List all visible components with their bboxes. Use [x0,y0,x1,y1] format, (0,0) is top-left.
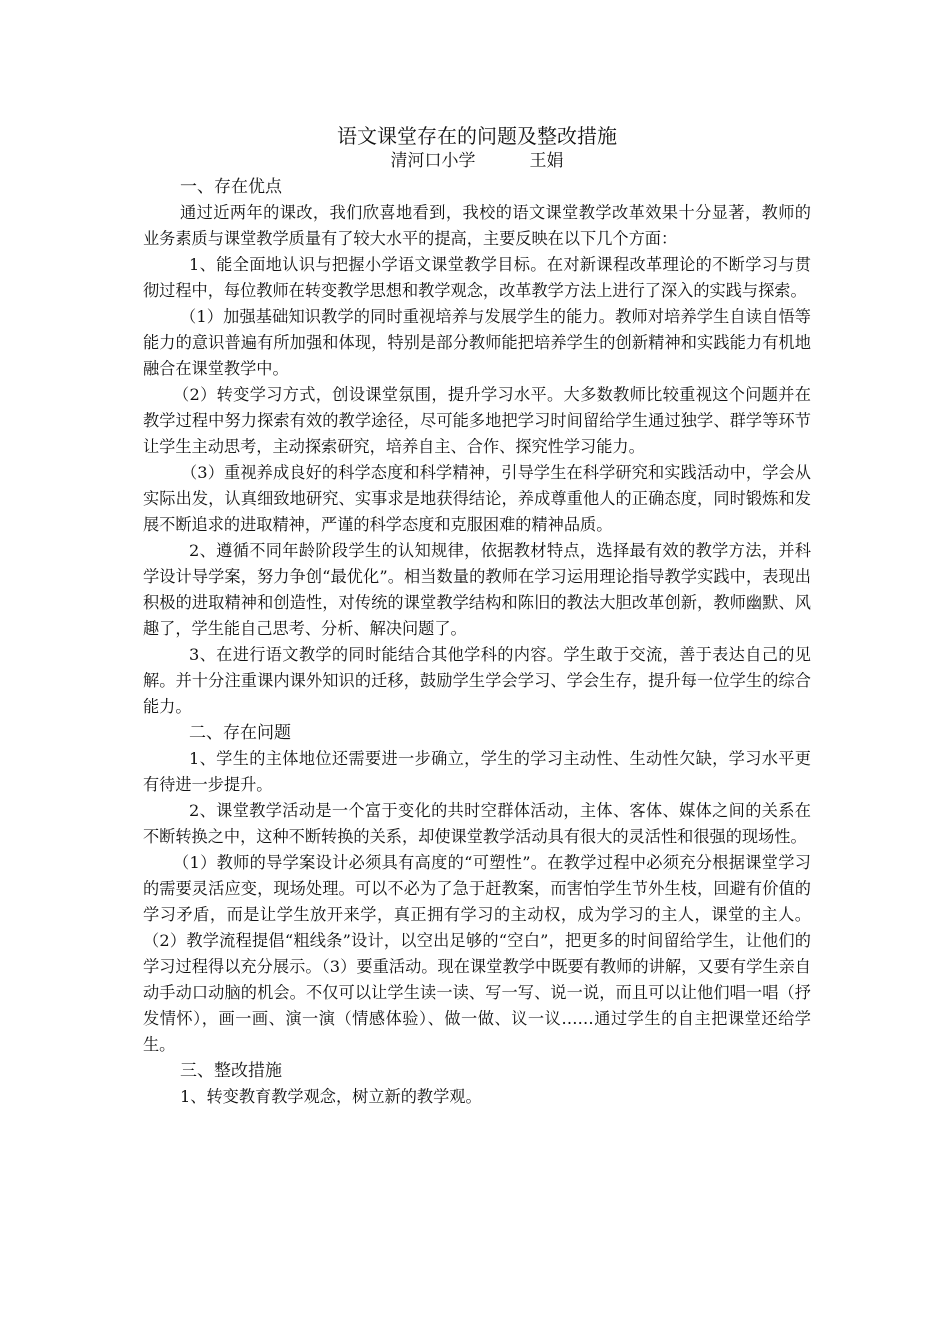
paragraph-strength-1-2: （2）转变学习方式，创设课堂氛围，提升学习水平。大多数教师比较重视这个问题并在教学过程中努力探索有效的教学途径，尽可能多地把学习时间留给学生通过独学、群学等环节让学生主动思考，主动探索研究，培养自主、合作、探究性学习能力。 [143,385,811,456]
section-heading-measures: 三、整改措施 [180,1061,282,1081]
paragraph-problem-2: 2、课堂教学活动是一个富于变化的共时空群体活动，主体、客体、媒体之间的关系在不断转换之中，这种不断转换的关系，却使课堂教学活动具有很大的灵活性和很强的现场性。 [143,801,811,846]
paragraph-problem-1: 1、学生的主体地位还需要进一步确立，学生的学习主动性、生动性欠缺，学习水平更有待进一步提升。 [143,749,811,794]
paragraph-measure-1: 1、转变教育教学观念，树立新的教学观。 [180,1087,482,1106]
author-line: 清河口小学 王娟 [390,151,564,171]
section-heading-problems: 二、存在问题 [189,723,291,743]
document-body [143,122,811,1110]
paragraph-strength-2: 2、遵循不同年龄阶段学生的认知规律，依据教材特点，选择最有效的教学方法，并科学设计导学案，努力争创“最优化”。相当数量的教师在学习运用理论指导教学实践中，表现出积极的进取精神和创造性，对传统的课堂教学结构和陈旧的教法大胆改革创新，教师幽默、风趣了，学生能自己思考、分析、解决问题了。 [143,541,811,638]
paragraph-strength-3: 3、在进行语文教学的同时能结合其他学科的内容。学生敢于交流，善于表达自己的见解。并十分注重课内课外知识的迁移，鼓励学生学会学习、学会生存，提升每一位学生的综合能力。 [143,645,811,716]
paragraph-strength-1-1: （1）加强基础知识教学的同时重视培养与发展学生的能力。教师对培养学生自读自悟等能力的意识普遍有所加强和体现，特别是部分教师能把培养学生的创新精神和实践能力有机地融合在课堂教学中。 [143,307,811,378]
paragraph-intro: 通过近两年的课改，我们欣喜地看到，我校的语文课堂教学改革效果十分显著，教师的业务素质与课堂教学质量有了较大水平的提高，主要反映在以下几个方面： [143,203,811,248]
document-title: 语文课堂存在的问题及整改措施 [337,124,617,148]
section-heading-strengths: 一、存在优点 [180,177,282,197]
paragraph-strength-1: 1、能全面地认识与把握小学语文课堂教学目标。在对新课程改革理论的不断学习与贯彻过程中，每位教师在转变教学思想和教学观念，改革教学方法上进行了深入的实践与探索。 [143,255,811,300]
paragraph-strength-1-3: （3）重视养成良好的科学态度和科学精神，引导学生在科学研究和实践活动中，学会从实际出发，认真细致地研究、实事求是地获得结论，养成尊重他人的正确态度，同时锻炼和发展不断追求的进取精神，严谨的科学态度和克服困难的精神品质。 [143,463,811,534]
paragraph-problem-2-details: （1）教师的导学案设计必须具有高度的“可塑性”。在教学过程中必须充分根据课堂学习的需要灵活应变，现场处理。可以不必为了急于赶教案，而害怕学生节外生枝，回避有价值的学习矛盾，而是让学生放开来学，真正拥有学习的主动权，成为学习的主人，课堂的主人。（2）教学流程提倡“粗线条”设计，以空出足够的“空白”，把更多的时间留给学生，让他们的学习过程得以充分展示。（3）要重活动。现在课堂教学中既要有教师的讲解，又要有学生亲自动手动口动脑的机会。不仅可以让学生读一读、写一写、说一说，而且可以让他们唱一唱（抒发情怀），画一画、演一演（情感体验）、做一做、议一议……通过学生的自主把课堂还给学生。 [143,853,811,1054]
